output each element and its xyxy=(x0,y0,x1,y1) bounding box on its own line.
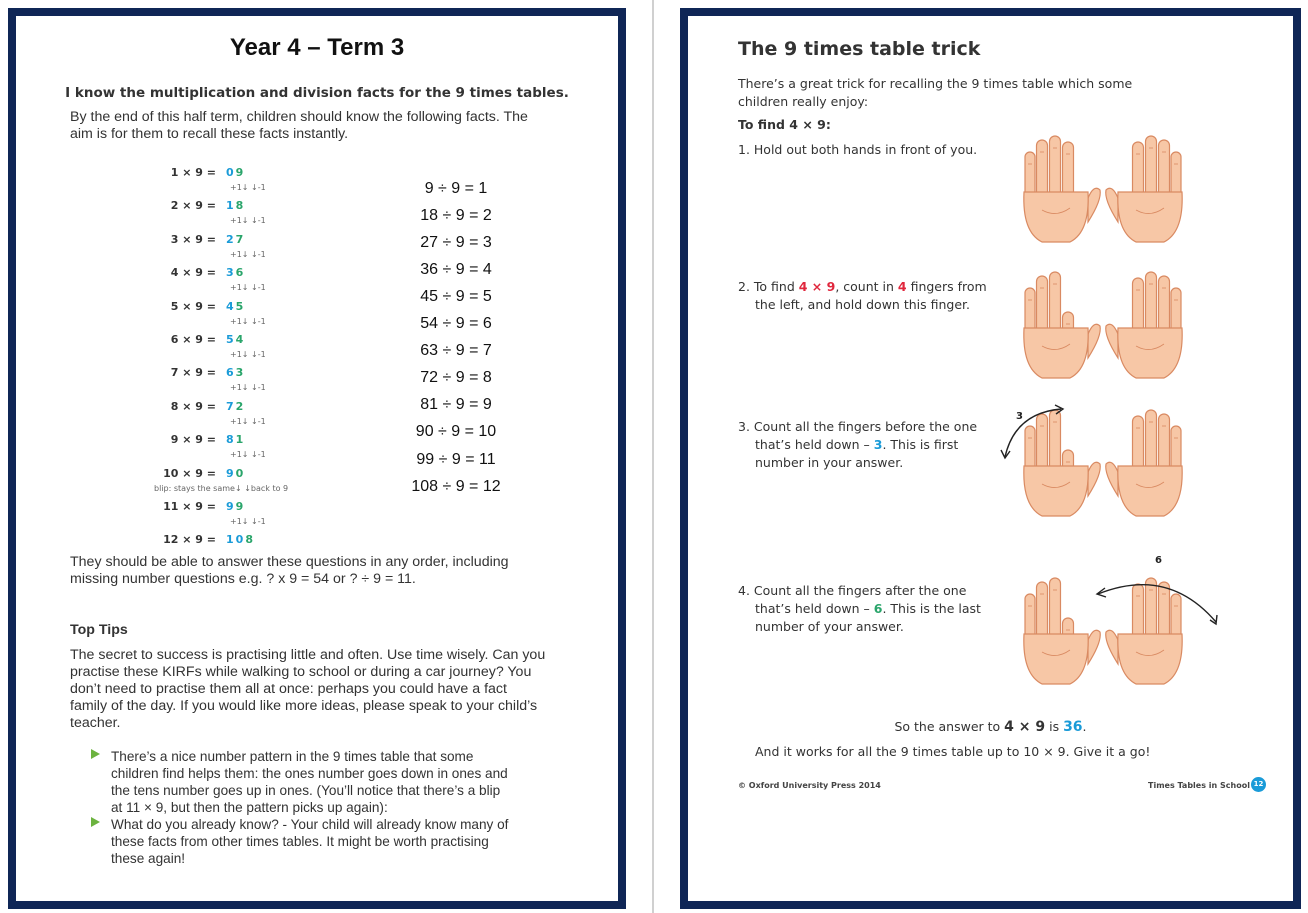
right-page xyxy=(680,8,1301,909)
mult-answer xyxy=(226,233,245,246)
step-1: 1. Hold out both hands in front of you. xyxy=(738,142,978,157)
mult-equation: 3 × 9 = xyxy=(170,232,216,246)
answer-ones-digit: 1 xyxy=(235,433,246,447)
mult-answer xyxy=(226,300,245,313)
arc-6-label: 6 xyxy=(1155,555,1162,566)
step-3-line-3: number in your answer. xyxy=(755,455,904,470)
page-divider xyxy=(652,0,654,913)
mult-equation: 6 × 9 = xyxy=(170,333,216,346)
mult-row xyxy=(146,400,245,413)
to-find-heading: To find 4 × 9: xyxy=(738,117,831,132)
division-fact: 36 ÷ 9 = 4 xyxy=(420,261,492,278)
mult-equation: 1 × 9 = xyxy=(170,166,216,179)
text-line: the tens number goes up in ones. (You’ll notice that there’s a blip xyxy=(111,783,501,798)
mult-answer xyxy=(226,333,245,346)
count-arc-left-icon xyxy=(993,401,1073,461)
pattern-arrow-label: +1↓ ↓-1 xyxy=(230,383,266,393)
left-page xyxy=(8,8,626,909)
division-fact: 54 ÷ 9 = 6 xyxy=(420,315,492,332)
answer-ones-digit: 3 xyxy=(235,366,246,380)
page-subtitle: I know the multiplication and division facts for the 9 times tables. xyxy=(65,85,569,101)
division-fact: 18 ÷ 9 = 2 xyxy=(420,207,492,224)
bullet-number-pattern xyxy=(111,748,571,816)
division-fact: 63 ÷ 9 = 7 xyxy=(420,342,492,359)
mult-equation: 11 × 9 = xyxy=(163,500,216,513)
pattern-arrow-label: +1↓ ↓-1 xyxy=(230,283,266,293)
mult-answer xyxy=(226,500,245,513)
mult-answer xyxy=(226,166,245,179)
tips-heading: Top Tips xyxy=(70,622,128,638)
page-number-badge: 12 xyxy=(1251,777,1266,792)
mult-row xyxy=(146,333,245,346)
text-line: don’t need to practise them all at once: perhaps you could have a fact xyxy=(70,681,507,697)
mult-row xyxy=(146,300,245,313)
mult-answer xyxy=(226,266,245,279)
mult-equation: 12 × 9 = xyxy=(163,533,216,547)
step-2-line-2: the left, and hold down this finger. xyxy=(755,297,970,312)
division-fact: 72 ÷ 9 = 8 xyxy=(420,369,492,386)
mult-row xyxy=(146,266,245,279)
blip-arrow-label: blip: stays the same↓ ↓back to 9 xyxy=(154,483,289,493)
text-line: these facts from other times tables. It might be worth practising xyxy=(111,834,489,849)
answer-tens-digit: 6 xyxy=(226,366,236,380)
answer-ones-digit: 8 xyxy=(245,533,255,547)
intro-line-2: aim is for them to recall these facts instantly. xyxy=(70,126,349,142)
answer-tens-digit: 9 xyxy=(226,500,236,513)
answer-tens-digit: 3 xyxy=(226,266,236,280)
pattern-arrow-label: +1↓ ↓-1 xyxy=(230,416,266,426)
mult-equation: 7 × 9 = xyxy=(170,366,216,380)
answer-line: So the answer to 4 × 9 is 36. xyxy=(894,719,1087,735)
pattern-arrow-label: +1↓ ↓-1 xyxy=(230,183,266,192)
division-fact: 90 ÷ 9 = 10 xyxy=(415,423,497,440)
mult-row xyxy=(146,467,245,480)
mult-equation: 9 × 9 = xyxy=(170,433,216,447)
answer-tens-digit: 8 xyxy=(226,433,236,447)
text-line: these again! xyxy=(111,851,186,866)
bullet-triangle-icon xyxy=(91,817,100,827)
text-line: What do you already know? - Your child will already know many of xyxy=(111,817,509,832)
pattern-arrow-label: +1↓ ↓-1 xyxy=(230,249,266,259)
division-fact: 99 ÷ 9 = 11 xyxy=(416,451,496,468)
mult-row xyxy=(146,233,245,246)
pattern-arrow-label: +1↓ ↓-1 xyxy=(230,350,266,359)
answer-ones-digit: 0 xyxy=(235,466,246,480)
answer-tens-digit: 5 xyxy=(226,333,236,346)
mult-row xyxy=(146,433,245,446)
footer-copyright: © Oxford University Press 2014 xyxy=(738,781,881,790)
count-arc-right-icon xyxy=(1088,566,1228,636)
mult-row xyxy=(146,366,245,379)
mult-equation: 4 × 9 = xyxy=(170,266,216,280)
mult-answer xyxy=(226,433,245,446)
mult-row xyxy=(146,500,245,513)
answer-ones-digit: 2 xyxy=(235,399,246,413)
step-4-line-1: 4. Count all the fingers after the one xyxy=(738,583,967,598)
hands-step-1-icon xyxy=(1008,134,1198,244)
pattern-arrow-label: +1↓ ↓-1 xyxy=(230,450,266,460)
trick-intro-1: There’s a great trick for recalling the 9 times table which some xyxy=(738,76,1133,91)
text-line: practise these KIRFs while walking to school or during a car journey? You xyxy=(70,664,532,680)
text-line: family of the day. If you would like more ideas, please speak to your child’s xyxy=(70,698,538,714)
answer-ones-digit: 5 xyxy=(235,299,246,313)
mult-answer xyxy=(226,533,255,546)
step-3-line-1: 3. Count all the fingers before the one xyxy=(738,419,978,434)
mult-row xyxy=(146,533,255,546)
text-line: The secret to success is practising little and often. Use time wisely. Can you xyxy=(70,647,546,663)
answer-tens-digit: 9 xyxy=(226,466,236,480)
any-order-line-1: They should be able to answer these questions in any order, including xyxy=(70,554,509,570)
answer-tens-digit: 10 xyxy=(226,533,246,547)
text-line: teacher. xyxy=(70,715,121,731)
mult-equation: 10 × 9 = xyxy=(163,466,216,480)
answer-tens-digit: 2 xyxy=(226,232,236,246)
bullet-triangle-icon xyxy=(91,749,100,759)
bullet-1-text xyxy=(111,748,571,816)
answer-ones-digit: 8 xyxy=(235,199,246,213)
pattern-arrow-label: +1↓ ↓-1 xyxy=(230,316,266,326)
step-2-line-1: 2. To find 4 × 9, count in 4 fingers from xyxy=(738,279,987,294)
mult-row xyxy=(146,166,245,179)
division-fact: 108 ÷ 9 = 12 xyxy=(411,478,501,495)
mult-answer xyxy=(226,400,245,413)
trick-intro-2: children really enjoy: xyxy=(738,94,869,109)
division-fact: 27 ÷ 9 = 3 xyxy=(420,234,492,251)
mult-equation: 2 × 9 = xyxy=(170,199,216,213)
answer-tens-digit: 0 xyxy=(226,166,236,179)
intro-line-1: By the end of this half term, children should know the following facts. The xyxy=(70,109,528,125)
step-4-line-3: number of your answer. xyxy=(755,619,904,634)
answer-ones-digit: 9 xyxy=(235,166,246,179)
division-fact: 9 ÷ 9 = 1 xyxy=(424,180,488,197)
pattern-arrow-label: +1↓ ↓-1 xyxy=(230,216,266,226)
answer-tens-digit: 1 xyxy=(226,199,236,213)
answer-tens-digit: 4 xyxy=(226,299,236,313)
answer-tens-digit: 7 xyxy=(226,399,236,413)
works-line: And it works for all the 9 times table up to 10 × 9. Give it a go! xyxy=(755,744,1151,759)
step-4-line-2: that’s held down – 6. This is the last xyxy=(755,601,981,616)
answer-ones-digit: 9 xyxy=(235,500,246,513)
mult-answer xyxy=(226,467,245,480)
mult-answer xyxy=(226,199,245,212)
arc-3-label: 3 xyxy=(1016,411,1023,422)
answer-ones-digit: 4 xyxy=(235,333,246,346)
mult-row xyxy=(146,199,245,212)
mult-equation: 8 × 9 = xyxy=(170,399,216,413)
mult-answer xyxy=(226,366,245,379)
text-line: children find helps them: the ones number goes down in ones and xyxy=(111,766,508,781)
trick-title: The 9 times table trick xyxy=(738,38,981,60)
answer-ones-digit: 6 xyxy=(235,266,246,280)
any-order-line-2: missing number questions e.g. ? x 9 = 54 or ? ÷ 9 = 11. xyxy=(70,571,416,587)
pattern-arrow-label: +1↓ ↓-1 xyxy=(230,517,266,526)
step-3-line-2: that’s held down – 3. This is first xyxy=(755,437,959,452)
hands-step-2-icon xyxy=(1008,270,1198,380)
bullet-already-know xyxy=(111,816,571,867)
answer-ones-digit: 7 xyxy=(235,232,246,246)
text-line: at 11 × 9, but then the pattern picks up again): xyxy=(111,800,388,815)
mult-equation: 5 × 9 = xyxy=(170,299,216,313)
footer-title: Times Tables in School xyxy=(1148,781,1250,790)
text-line: There’s a nice number pattern in the 9 times table that some xyxy=(111,749,474,764)
bullet-2-text xyxy=(111,816,571,867)
division-fact: 45 ÷ 9 = 5 xyxy=(420,288,492,305)
division-fact: 81 ÷ 9 = 9 xyxy=(420,396,492,413)
page-title: Year 4 – Term 3 xyxy=(229,34,405,61)
